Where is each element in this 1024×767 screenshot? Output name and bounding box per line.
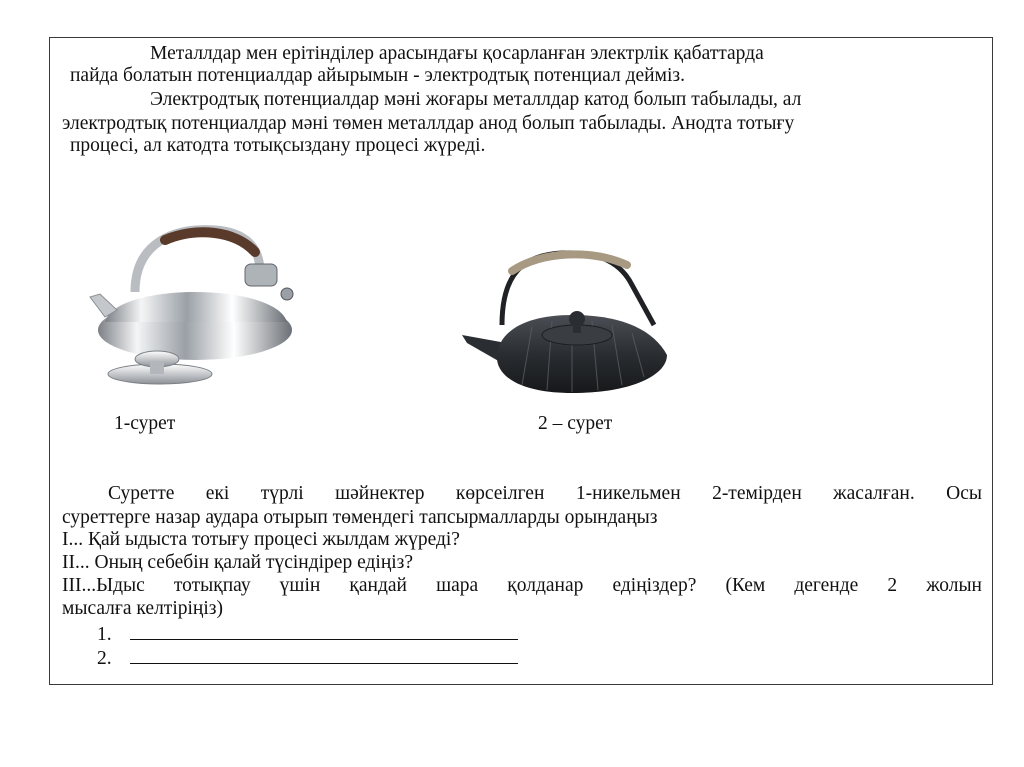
task-intro-line1: Суретте екі түрлі шәйнектер көрсеілген 1-никельмен 2-темірден жасалған. Осы <box>108 483 982 504</box>
cast-iron-teapot-icon <box>462 245 674 400</box>
answer-blank-2[interactable] <box>130 646 518 664</box>
paragraph2-line3: процесі, ал катодта тотықсыздану процесі жүреді. <box>70 135 486 156</box>
steel-kettle-icon <box>95 222 300 387</box>
answer-line-1[interactable] <box>97 622 518 647</box>
question-1: I... Қай ыдыста тотығу процесі жылдам жүреді? <box>62 529 460 550</box>
paragraph1-line1: Металлдар мен ерітінділер арасындағы қосарланған электрлік қабаттарда <box>150 43 764 64</box>
answer-blank-1[interactable] <box>130 622 518 640</box>
question-3-line2: мысалға келтіріңіз) <box>62 598 223 619</box>
figure1-caption: 1-сурет <box>114 413 176 434</box>
paragraph2-line1: Электродтық потенциалдар мәні жоғары металлдар катод болып табылады, ал <box>150 89 802 110</box>
task-intro-line2: суреттерге назар аудара отырып төмендегі тапсырмалларды орындаңыз <box>62 507 658 528</box>
question-2: II... Оның себебін қалай түсіндірер едіңіз? <box>62 552 414 573</box>
answer-number-1: 1. <box>97 624 112 645</box>
answer-line-2[interactable] <box>97 646 518 671</box>
paragraph1-line2: пайда болатын потенциалдар айырымын - электродтық потенциал дейміз. <box>70 65 685 86</box>
figure2-caption: 2 – сурет <box>538 413 613 434</box>
paragraph2-line2: электродтық потенциалдар мәні төмен металлдар анод болып табылады. Анодта тотығу <box>62 113 795 134</box>
question-3-line1: III...Ыдыс тотықпау үшін қандай шара қолданар едіңіздер? (Кем дегенде 2 жолын <box>62 575 982 596</box>
answer-number-2: 2. <box>97 648 112 669</box>
